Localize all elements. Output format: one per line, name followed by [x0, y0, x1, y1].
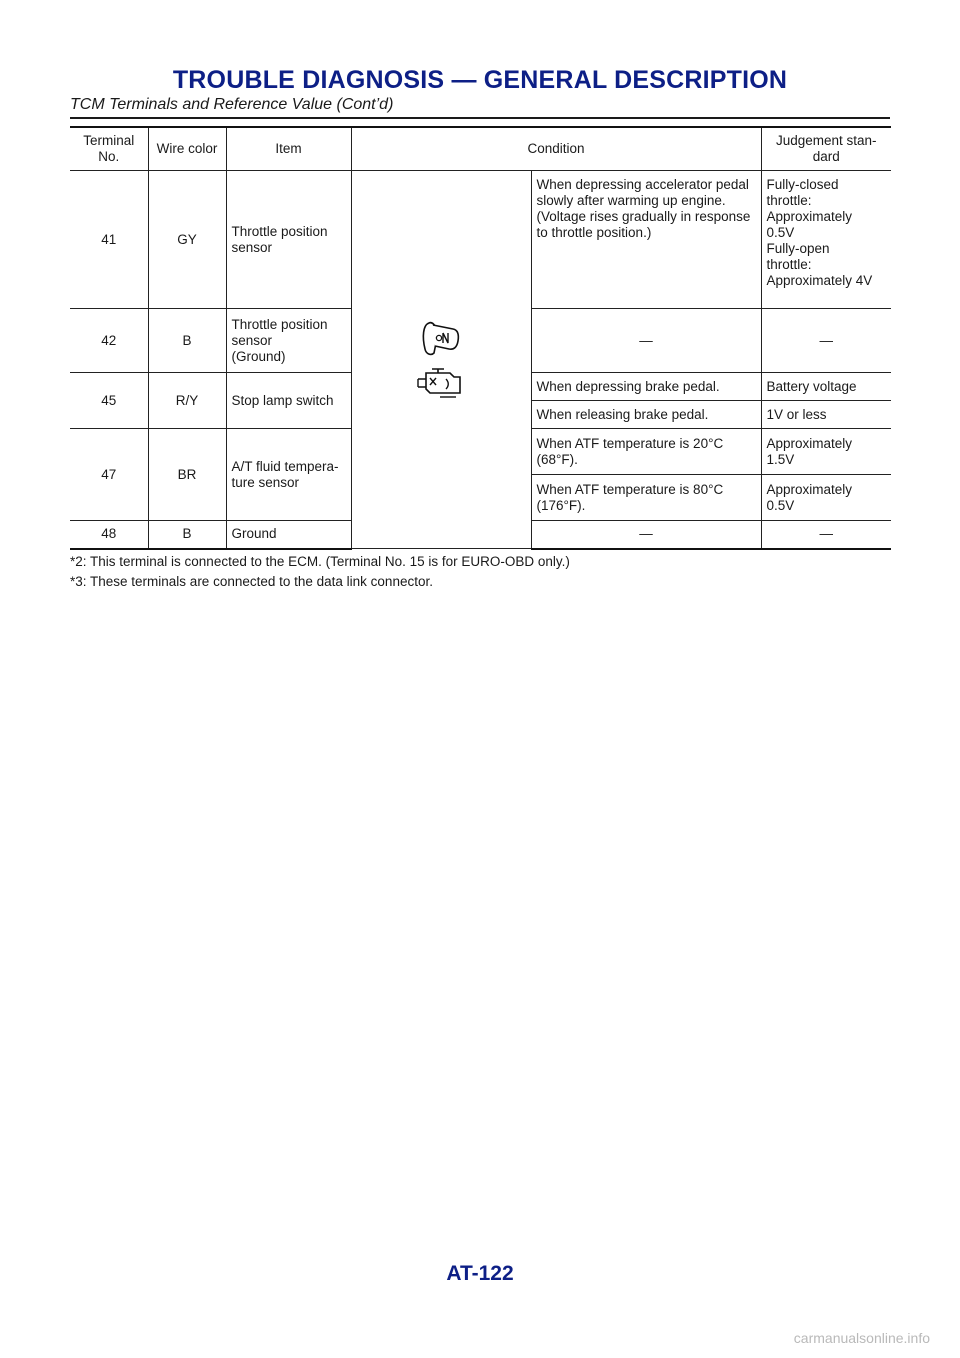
item-cell: Throttle position sensor — [226, 171, 351, 309]
wire-color-cell: B — [148, 521, 226, 549]
page-title: TROUBLE DIAGNOSIS — GENERAL DESCRIPTION — [172, 66, 788, 94]
wire-color-cell: GY — [148, 171, 226, 309]
ignition-key-on-icon — [419, 319, 463, 359]
terminal-cell: 48 — [70, 521, 148, 549]
terminal-reference-table — [70, 126, 891, 550]
terminal-cell: 41 — [70, 171, 148, 309]
footnote: *2: This terminal is connected to the ECM. (Terminal No. 15 is for EURO-OBD only.) — [70, 554, 570, 569]
wire-color-cell: BR — [148, 429, 226, 521]
condition-cell: When depressing brake pedal. — [531, 373, 761, 401]
item-cell: Throttle position sensor (Ground) — [226, 309, 351, 373]
condition-icons-cell — [351, 171, 531, 549]
condition-cell: When releasing brake pedal. — [531, 401, 761, 429]
judgement-cell: Fully-closed throttle: Approximately 0.5V Fully-open throttle: Approximately 4V — [761, 171, 891, 309]
judgement-cell: Approximately 0.5V — [761, 475, 891, 521]
judgement-cell: — — [761, 521, 891, 549]
engine-running-icon — [416, 363, 466, 401]
wire-color-cell: R/Y — [148, 373, 226, 429]
judgement-cell: — — [761, 309, 891, 373]
watermark: carmanualsonline.info — [793, 1330, 930, 1346]
item-cell: Ground — [226, 521, 351, 549]
condition-cell: When ATF temperature is 80°C (176°F). — [531, 475, 761, 521]
col-header-condition: Condition — [351, 127, 761, 171]
col-header-wire-color: Wire color — [148, 127, 226, 171]
wire-color-cell: B — [148, 309, 226, 373]
footnotes — [70, 552, 570, 592]
item-cell: Stop lamp switch — [226, 373, 351, 429]
col-header-item: Item — [226, 127, 351, 171]
judgement-cell: Battery voltage — [761, 373, 891, 401]
page-subtitle: TCM Terminals and Reference Value (Cont’d) — [70, 96, 394, 113]
col-header-judgement: Judgement stan- dard — [761, 127, 891, 171]
col-header-terminal: Terminal No. — [70, 127, 148, 171]
terminal-cell: 45 — [70, 373, 148, 429]
header-rule — [70, 117, 890, 119]
condition-cell: When depressing accelerator pedal slowly after warming up engine. (Voltage rises gradually in response to throttle position.) — [531, 171, 761, 309]
footnote: *3: These terminals are connected to the data link connector. — [70, 574, 433, 589]
judgement-cell: Approximately 1.5V — [761, 429, 891, 475]
condition-cell: When ATF temperature is 20°C (68°F). — [531, 429, 761, 475]
terminal-cell: 47 — [70, 429, 148, 521]
table-row — [70, 171, 891, 309]
judgement-cell: 1V or less — [761, 401, 891, 429]
terminal-cell: 42 — [70, 309, 148, 373]
page-number: AT-122 — [446, 1262, 514, 1285]
condition-cell: — — [531, 521, 761, 549]
item-cell: A/T fluid tempera- ture sensor — [226, 429, 351, 521]
table-header-row — [70, 127, 891, 171]
condition-cell: — — [531, 309, 761, 373]
